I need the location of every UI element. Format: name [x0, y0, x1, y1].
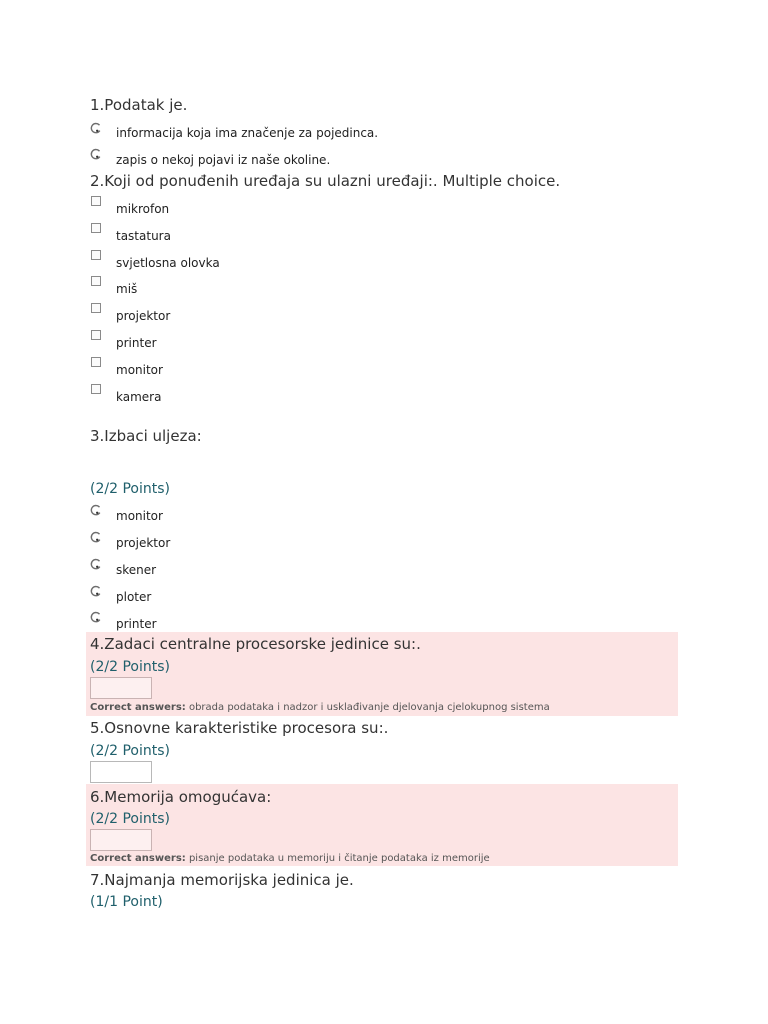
q3-option-2-label: projektor [116, 536, 171, 550]
q2-option-1-label: mikrofon [116, 202, 170, 216]
checkbox-icon[interactable] [91, 250, 101, 260]
q2-option-8-label: kamera [116, 390, 162, 404]
checkbox-icon[interactable] [91, 330, 101, 340]
correct-answers-label: Correct answers: [90, 853, 186, 864]
correct-answers-text: pisanje podataka u memoriju i čitanje podataka iz memorije [185, 853, 490, 864]
question-6-title: 6.Memorija omogućava: [90, 788, 272, 806]
q7-points: (1/1 Point) [90, 894, 163, 910]
question-5-title: 5.Osnovne karakteristike procesora su:. [90, 719, 389, 737]
question-4-block [86, 632, 678, 716]
radio-button-icon[interactable] [90, 611, 102, 623]
question-7-title: 7.Najmanja memorijska jedinica je. [90, 871, 354, 889]
correct-answers-text: obrada podataka i nadzor i usklađivanje djelovanja cjelokupnog sistema [185, 702, 550, 713]
radio-button-icon[interactable] [90, 585, 102, 597]
q2-option-5-label: projektor [116, 309, 171, 323]
q6-answer-input[interactable] [90, 829, 152, 851]
q2-option-6-label: printer [116, 336, 157, 350]
q2-option-2-label: tastatura [116, 229, 171, 243]
q5-answer-input[interactable] [90, 761, 152, 783]
q3-option-5-label: printer [116, 617, 157, 631]
q2-option-3-label: svjetlosna olovka [116, 256, 220, 270]
q2-option-4-label: miš [116, 282, 138, 296]
q4-correct-answers [90, 702, 550, 714]
radio-button-icon[interactable] [90, 531, 102, 543]
checkbox-icon[interactable] [91, 303, 101, 313]
radio-button-icon[interactable] [90, 504, 102, 516]
q6-correct-answers [90, 853, 490, 865]
q5-points: (2/2 Points) [90, 743, 170, 759]
q3-option-4-label: ploter [116, 590, 152, 604]
q3-points: (2/2 Points) [90, 481, 170, 497]
q3-option-1-label: monitor [116, 509, 163, 523]
correct-answers-label: Correct answers: [90, 702, 186, 713]
radio-button-icon[interactable] [90, 148, 102, 160]
q4-points: (2/2 Points) [90, 659, 170, 675]
radio-button-icon[interactable] [90, 558, 102, 570]
question-6-block [86, 784, 678, 866]
checkbox-icon[interactable] [91, 223, 101, 233]
radio-button-icon[interactable] [90, 122, 102, 134]
q1-option-1-label: informacija koja ima značenje za pojedinca. [116, 126, 379, 140]
q1-option-2-label: zapis o nekoj pojavi iz naše okoline. [116, 153, 331, 167]
q4-answer-input[interactable] [90, 677, 152, 699]
question-3-title: 3.Izbaci uljeza: [90, 427, 202, 445]
question-2-title: 2.Koji od ponuđenih uređaja su ulazni uređaji:. Multiple choice. [90, 172, 561, 190]
q6-points: (2/2 Points) [90, 811, 170, 827]
checkbox-icon[interactable] [91, 384, 101, 394]
checkbox-icon[interactable] [91, 196, 101, 206]
q3-option-3-label: skener [116, 563, 157, 577]
q2-option-7-label: monitor [116, 363, 163, 377]
question-1-title: 1.Podatak je. [90, 96, 188, 114]
checkbox-icon[interactable] [91, 276, 101, 286]
question-4-title: 4.Zadaci centralne procesorske jedinice su:. [90, 635, 421, 653]
checkbox-icon[interactable] [91, 357, 101, 367]
